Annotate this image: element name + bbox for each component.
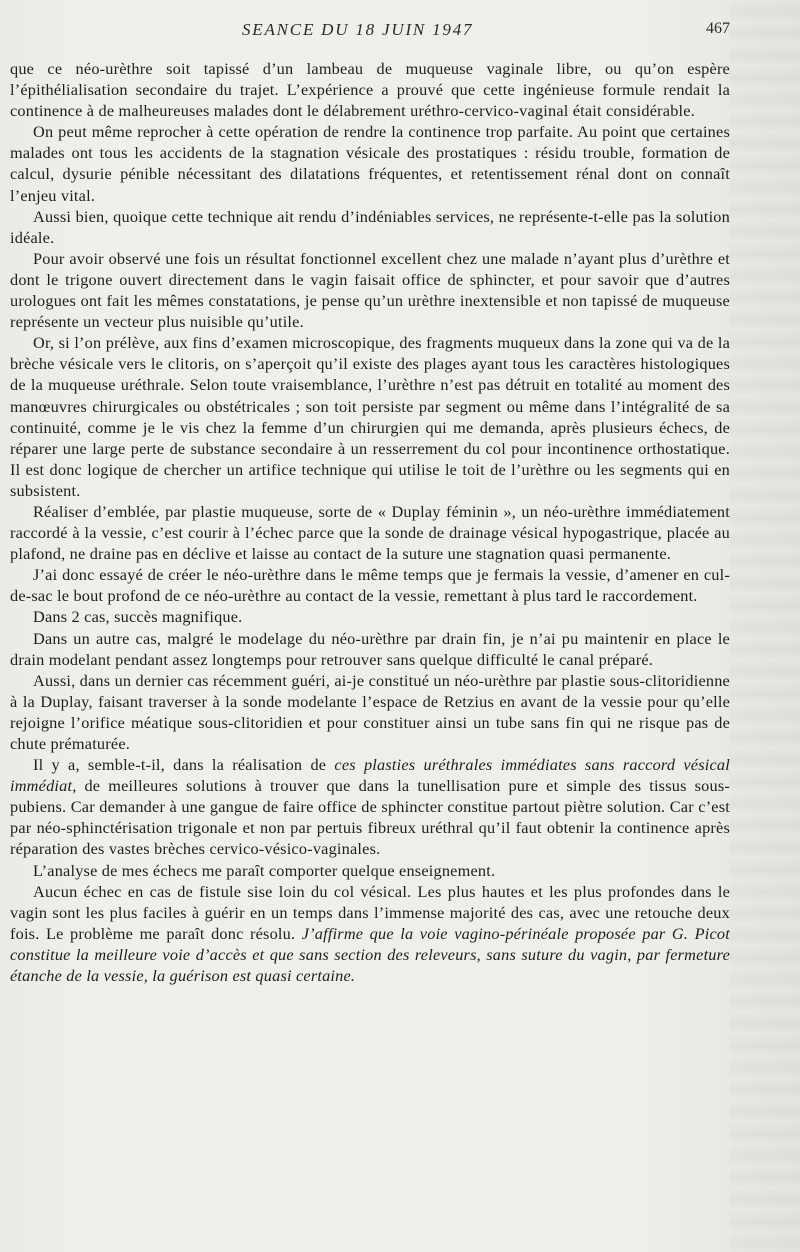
page-number: 467 — [706, 20, 730, 37]
paragraph-text: , de meilleures solutions à trouver que dans la tunellisation pure et simple des tissus sous-pubiens. Car demander à une gangue de faire office de sphincter constitue partout piètre solution. Car c’est par néo-sphinctérisation trigonale et non par pertuis fibreux uréthral qu’il faut obtenir la continence après réparation des vastes brèches cervico-vésico-vaginales. — [10, 776, 730, 859]
paragraph-text: Aucun échec en cas de fistule sise loin du col vésical. Les plus hautes et les plus profondes dans le vagin sont les plus faciles à guérir en un temps dans l’immense majorité des cas, avec une retouche deux fois. Le problème me paraît donc résolu. — [10, 881, 730, 943]
paragraph: Pour avoir observé une fois un résultat fonctionnel excellent chez une malade n’ayant plus d’urèthre et dont le trigone ouvert directement dans le vagin faisait office de sphincter, et pour savoir que d’autres urologues ont fait les mêmes constatations, je pense qu’un urèthre inextensible et non tapissé de muqueuse représente un vecteur plus nuisible qu’utile. — [10, 248, 730, 332]
paragraph: On peut même reprocher à cette opération de rendre la continence trop parfaite. Au point que certaines malades ont tous les accidents de la stagnation vésicale des prostatiques : résidu trouble, formation de calcul, dysurie pénible nécessitant des dilatations fréquentes, et retentissement rénal dont on connaît l’enjeu vital. — [10, 122, 730, 205]
show-through-margin — [730, 0, 800, 1252]
paragraph: Dans 2 cas, succès magnifique. — [33, 607, 243, 627]
paragraph: L’analyse de mes échecs me paraît comporter quelque enseignement. — [33, 860, 496, 880]
body-text — [10, 58, 730, 986]
page-header — [10, 20, 730, 50]
paragraph: que ce néo-urèthre soit tapissé d’un lambeau de muqueuse vaginale libre, ou qu’on espère l’épithélialisation secondaire du trajet. L’expérience a prouvé que cette ingénieuse formule rendait la continence à de malheureuses malades dont le délabrement uréthro-cervico-vaginal était considérable. — [10, 59, 730, 121]
paragraph: Aussi bien, quoique cette technique ait rendu d’indéniables services, ne représente-t-elle pas la solution idéale. — [10, 206, 730, 247]
emphasis-text: ces plasties uréthrales immédiates sans raccord vésical immédiat — [10, 755, 730, 796]
running-title: SEANCE DU 18 JUIN 1947 — [242, 20, 474, 39]
paragraph: Or, si l’on prélève, aux fins d’examen microscopique, des fragments muqueux dans la zone qui va de la brèche vésicale vers le clitoris, on s’aperçoit qu’il existe des plages ayant tous les caractères histologiques de la muqueuse uréthrale. Selon toute vraisemblance, l’urèthre n’est pas détruit en totalité au moment des manœuvres chirurgicales ou obstétricales ; son toit persiste par segment ou même dans l’intégralité de sa continuité, comme je le vis chez la femme d’un chirurgien qui me demanda, après plusieurs échecs, de réparer une large perte de substance secondaire à un resserrement du col pour incontinence orthostatique. Il est donc logique de chercher un artifice technique qui utilise le toit de l’urèthre ou les segments qui en subsistent. — [10, 333, 730, 500]
paragraph-with-emphasis — [10, 881, 730, 986]
paragraph: Dans un autre cas, malgré le modelage du néo-urèthre par drain fin, je n’ai pu maintenir en place le drain modelant pendant assez longtemps pour retrouver sans quelque difficulté le canal préparé. — [10, 628, 730, 669]
emphasis-text: J’affirme que la voie vagino-périnéale proposée par G. Picot constitue la meilleure voie d’accès et que sans section des releveurs, sans suture du vagin, par fermeture étanche de la vessie, la guérison est quasi certaine. — [10, 923, 730, 986]
paragraph-with-emphasis — [10, 754, 730, 859]
paragraph: Aussi, dans un dernier cas récemment guéri, ai-je constitué un néo-urèthre par plastie sous-clitoridienne à la Duplay, faisant traverser à la sonde modelante l’espace de Retzius en avant de la vessie pour qu’elle rejoigne l’orifice méatique sous-clitoridien et pour constituer ainsi un tube sans fin qui ne risque pas de chute prématurée. — [10, 670, 730, 753]
paragraph-text: Il y a, semble-t-il, dans la réalisation de — [33, 755, 335, 775]
paragraph: J’ai donc essayé de créer le néo-urèthre dans le même temps que je fermais la vessie, d’amener en cul-de-sac le bout profond de ce néo-urèthre au contact de la vessie, remettant à plus tard le raccordement. — [10, 565, 730, 606]
paragraph: Réaliser d’emblée, par plastie muqueuse, sorte de « Duplay féminin », un néo-urèthre immédiatement raccordé à la vessie, c’est courir à l’échec parce que la sonde de drainage vésical hypogastrique, placée au plafond, ne draine pas en déclive et laisse au contact de la suture une stagnation quasi permanente. — [10, 501, 730, 564]
